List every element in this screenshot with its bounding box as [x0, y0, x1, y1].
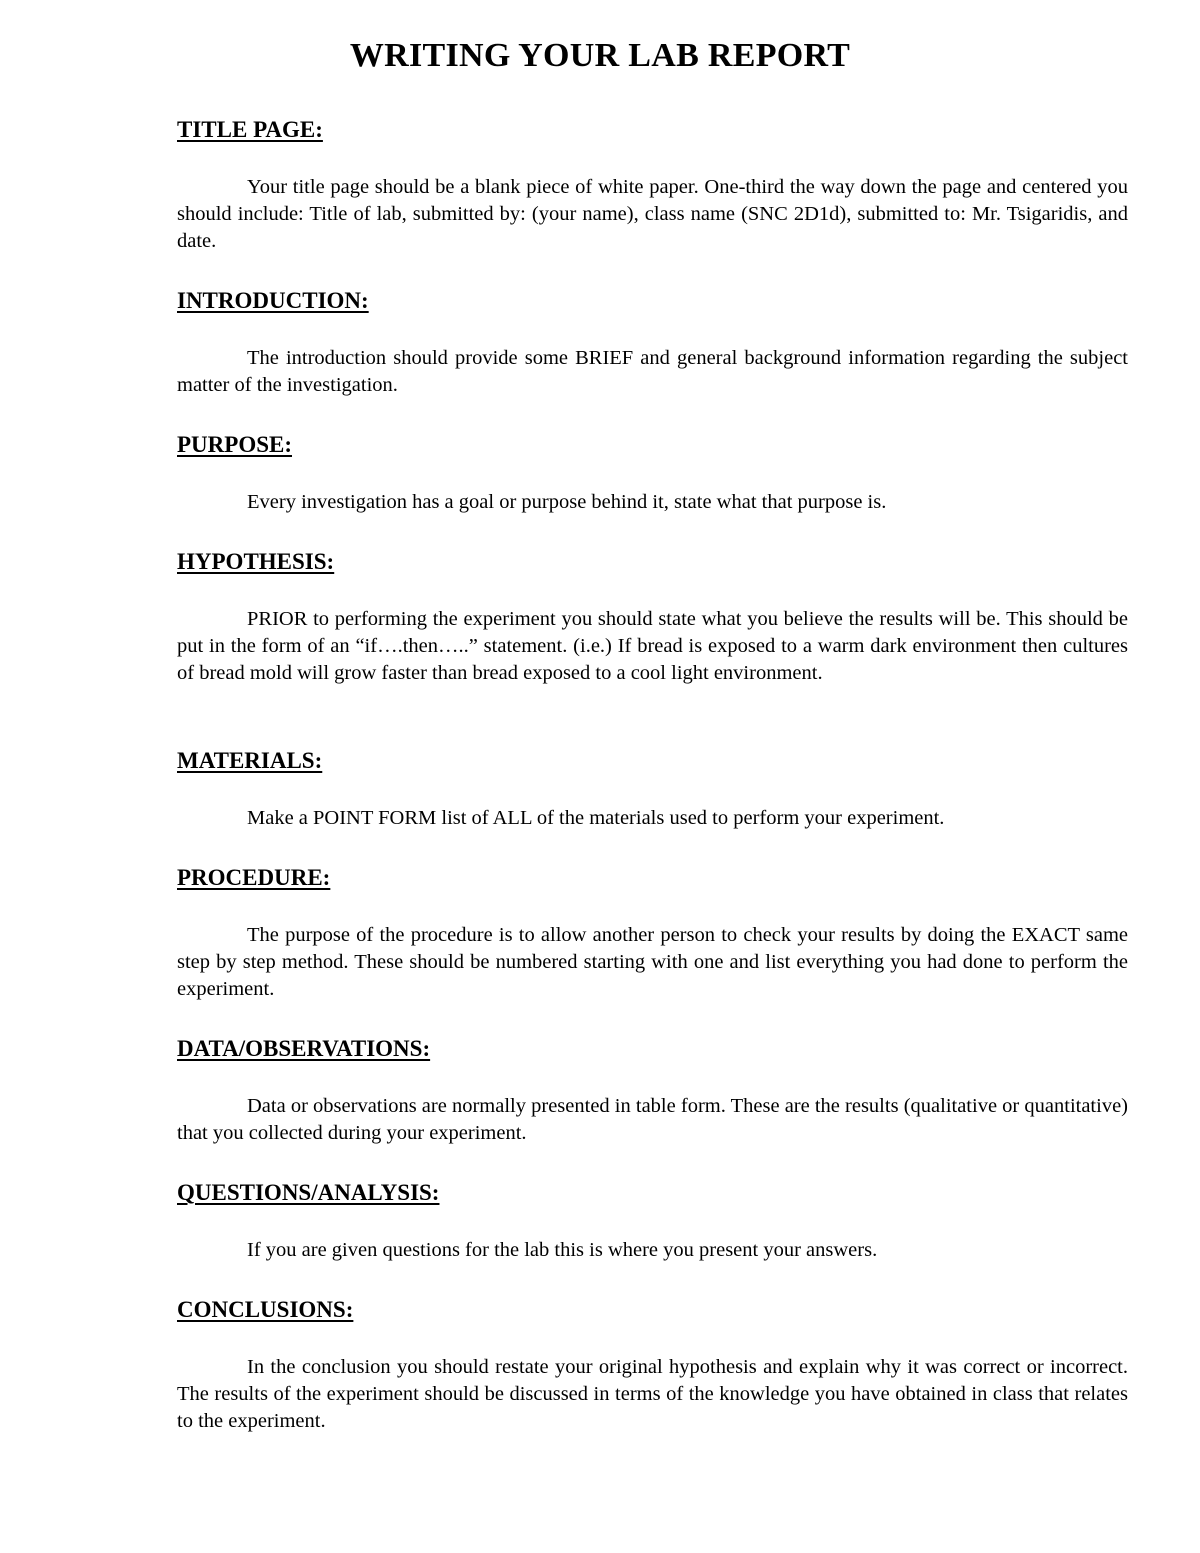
section-body: Data or observations are normally presented in table form. These are the results (qualitative or quantitative) that you collected during your experiment. — [177, 1095, 1128, 1145]
section-body: The purpose of the procedure is to allow another person to check your results by doing the EXACT same step by step method. These should be numbered starting with one and list everything you had done to perform the experiment. — [177, 924, 1128, 1001]
section-body: Your title page should be a blank piece of white paper. One-third the way down the page and centered you should include: Title of lab, submitted by: (your name), class name (SNC 2D1d), submitted to: Mr. Tsigaridis, and date. — [177, 176, 1128, 253]
section-title-page — [177, 116, 1128, 256]
section-heading: TITLE PAGE: — [177, 117, 323, 142]
section-conclusions — [177, 1296, 1128, 1436]
section-procedure — [177, 864, 1128, 1004]
document-title: WRITING YOUR LAB REPORT — [349, 37, 851, 74]
section-body: Every investigation has a goal or purpose behind it, state what that purpose is. — [247, 491, 887, 513]
section-hypothesis — [177, 548, 1128, 688]
section-heading: MATERIALS: — [177, 748, 323, 773]
section-heading: DATA/OBSERVATIONS: — [177, 1036, 431, 1061]
section-heading: HYPOTHESIS: — [177, 549, 335, 574]
section-questions-analysis — [177, 1179, 1128, 1264]
section-heading: PURPOSE: — [177, 432, 292, 457]
section-body: If you are given questions for the lab this is where you present your answers. — [247, 1239, 878, 1261]
section-heading: INTRODUCTION: — [177, 288, 369, 313]
section-body: Make a POINT FORM list of ALL of the materials used to perform your experiment. — [247, 807, 945, 829]
section-body: PRIOR to performing the experiment you should state what you believe the results will be. This should be put in the form of an “if….then…..” statement. (i.e.) If bread is exposed to a warm dark environment then cultures of bread mold will grow faster than bread exposed to a cool light environment. — [177, 608, 1128, 685]
section-body: The introduction should provide some BRIEF and general background information regarding the subject matter of the investigation. — [177, 347, 1128, 397]
section-heading: PROCEDURE: — [177, 865, 331, 890]
section-purpose — [177, 431, 1128, 516]
section-heading: CONCLUSIONS: — [177, 1297, 354, 1322]
section-heading: QUESTIONS/ANALYSIS: — [177, 1180, 440, 1205]
section-introduction — [177, 287, 1128, 399]
section-materials — [177, 747, 1128, 832]
section-data-observations — [177, 1035, 1128, 1147]
section-body: In the conclusion you should restate your original hypothesis and explain why it was correct or incorrect. The results of the experiment should be discussed in terms of the knowledge you have obtained in class that relates to the experiment. — [177, 1356, 1128, 1433]
